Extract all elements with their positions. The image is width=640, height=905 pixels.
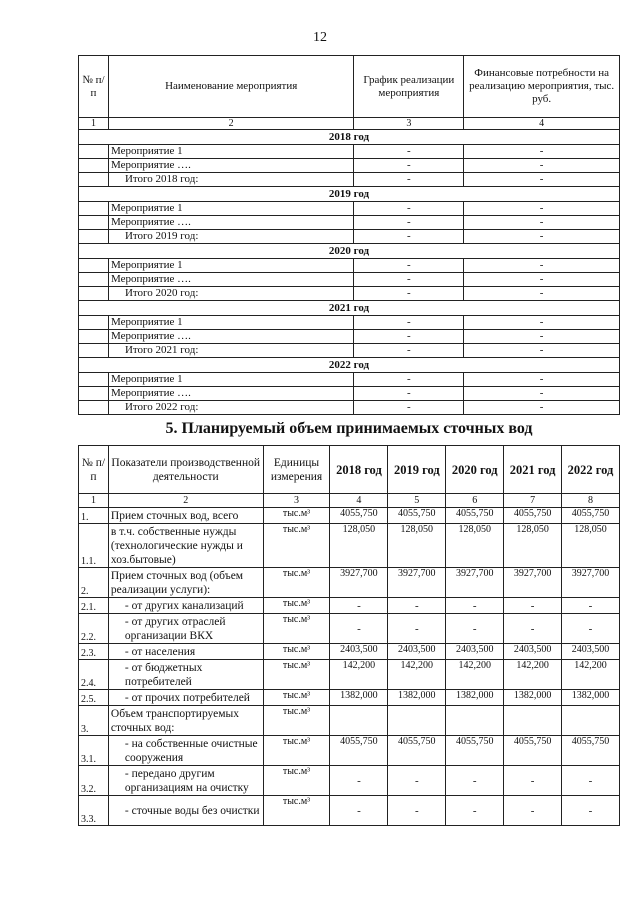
row-number xyxy=(79,159,109,173)
year-heading: 2022 год xyxy=(79,358,620,373)
unit: тыс.м³ xyxy=(263,766,330,796)
table-row xyxy=(79,159,620,173)
value-cell: - xyxy=(562,614,620,644)
row-number xyxy=(79,330,109,344)
table-row xyxy=(79,344,620,358)
year-header-cell: 2019 год xyxy=(388,446,446,494)
column-number: 2 xyxy=(108,118,353,130)
value-cell: 1382,000 xyxy=(446,690,504,706)
value-cell: 4055,750 xyxy=(446,736,504,766)
value-cell: 142,200 xyxy=(504,660,562,690)
value-cell: 1382,000 xyxy=(562,690,620,706)
value-cell xyxy=(446,706,504,736)
value-cell: 3927,700 xyxy=(388,568,446,598)
table-row xyxy=(79,568,620,598)
event-name: Итого 2018 год: xyxy=(108,173,353,187)
unit: тыс.м³ xyxy=(263,524,330,568)
row-number: 2.4. xyxy=(79,660,109,690)
column-number: 2 xyxy=(108,494,263,508)
row-number xyxy=(79,259,109,273)
value-cell: - xyxy=(562,766,620,796)
value-cell: - xyxy=(330,614,388,644)
table-row xyxy=(79,230,620,244)
row-number xyxy=(79,373,109,387)
year-heading: 2018 год xyxy=(79,130,620,145)
value-cell: 3927,700 xyxy=(562,568,620,598)
schedule-value: - xyxy=(354,373,464,387)
indicator-name: - от других канализаций xyxy=(108,598,263,614)
table-row xyxy=(79,216,620,230)
event-name: Мероприятие …. xyxy=(108,159,353,173)
indicator-name: Прием сточных вод, всего xyxy=(108,508,263,524)
unit: тыс.м³ xyxy=(263,660,330,690)
value-cell: - xyxy=(446,614,504,644)
year-header-cell: 2020 год xyxy=(446,446,504,494)
value-cell: 2403,500 xyxy=(446,644,504,660)
event-name: Мероприятие 1 xyxy=(108,316,353,330)
table-row xyxy=(79,766,620,796)
schedule-value: - xyxy=(354,259,464,273)
year-row xyxy=(79,244,620,259)
header-cell: График реализации мероприятия xyxy=(354,56,464,118)
finance-value: - xyxy=(464,401,620,415)
schedule-value: - xyxy=(354,287,464,301)
schedule-value: - xyxy=(354,316,464,330)
value-cell: 128,050 xyxy=(504,524,562,568)
row-number xyxy=(79,230,109,244)
column-number-row xyxy=(79,118,620,130)
column-number: 3 xyxy=(354,118,464,130)
table-header-row xyxy=(79,56,620,118)
section-title: 5. Планируемый объем принимаемых сточных вод xyxy=(165,420,533,437)
indicator-name: - от прочих потребителей xyxy=(108,690,263,706)
unit: тыс.м³ xyxy=(263,614,330,644)
value-cell: - xyxy=(446,796,504,826)
header-cell: № п/п xyxy=(79,56,109,118)
row-number: 3.3. xyxy=(79,796,109,826)
column-number: 8 xyxy=(562,494,620,508)
value-cell: 2403,500 xyxy=(330,644,388,660)
table-row xyxy=(79,173,620,187)
year-row xyxy=(79,301,620,316)
finance-value: - xyxy=(464,344,620,358)
value-cell: - xyxy=(330,796,388,826)
value-cell: - xyxy=(330,766,388,796)
column-number: 1 xyxy=(79,118,109,130)
row-number: 3. xyxy=(79,706,109,736)
value-cell: 2403,500 xyxy=(504,644,562,660)
value-cell: - xyxy=(446,766,504,796)
value-cell: 1382,000 xyxy=(504,690,562,706)
finance-value: - xyxy=(464,287,620,301)
value-cell: - xyxy=(504,766,562,796)
value-cell: - xyxy=(330,598,388,614)
header-cell: Показатели производственной деятельности xyxy=(108,446,263,494)
schedule-value: - xyxy=(354,145,464,159)
finance-value: - xyxy=(464,387,620,401)
schedule-value: - xyxy=(354,273,464,287)
event-name: Мероприятие 1 xyxy=(108,259,353,273)
year-header-cell: 2022 год xyxy=(562,446,620,494)
value-cell: 4055,750 xyxy=(504,508,562,524)
finance-value: - xyxy=(464,273,620,287)
schedule-value: - xyxy=(354,230,464,244)
value-cell: 2403,500 xyxy=(388,644,446,660)
unit: тыс.м³ xyxy=(263,690,330,706)
unit: тыс.м³ xyxy=(263,508,330,524)
column-number: 4 xyxy=(330,494,388,508)
value-cell: 142,200 xyxy=(330,660,388,690)
event-name: Итого 2020 год: xyxy=(108,287,353,301)
year-header-cell: 2021 год xyxy=(504,446,562,494)
table-row xyxy=(79,287,620,301)
column-number: 1 xyxy=(79,494,109,508)
schedule-value: - xyxy=(354,330,464,344)
table-row xyxy=(79,273,620,287)
value-cell: - xyxy=(504,614,562,644)
year-header-cell: 2018 год xyxy=(330,446,388,494)
indicator-name: - от населения xyxy=(108,644,263,660)
finance-value: - xyxy=(464,373,620,387)
value-cell: 128,050 xyxy=(446,524,504,568)
indicator-name: - передано другим организациям на очистку xyxy=(108,766,263,796)
row-number xyxy=(79,173,109,187)
value-cell: - xyxy=(446,598,504,614)
value-cell: 4055,750 xyxy=(562,736,620,766)
row-number: 3.1. xyxy=(79,736,109,766)
year-heading: 2019 год xyxy=(79,187,620,202)
value-cell xyxy=(388,706,446,736)
table-header-row xyxy=(79,446,620,494)
value-cell: - xyxy=(388,796,446,826)
value-cell: - xyxy=(504,796,562,826)
event-name: Мероприятие …. xyxy=(108,216,353,230)
value-cell: 4055,750 xyxy=(504,736,562,766)
indicator-name: - сточные воды без очистки xyxy=(108,796,263,826)
row-number xyxy=(79,344,109,358)
row-number: 2.3. xyxy=(79,644,109,660)
value-cell: 3927,700 xyxy=(504,568,562,598)
finance-value: - xyxy=(464,173,620,187)
row-number xyxy=(79,145,109,159)
table-row xyxy=(79,736,620,766)
event-name: Итого 2022 год: xyxy=(108,401,353,415)
schedule-value: - xyxy=(354,387,464,401)
unit: тыс.м³ xyxy=(263,598,330,614)
value-cell: - xyxy=(388,614,446,644)
column-number: 3 xyxy=(263,494,330,508)
value-cell xyxy=(504,706,562,736)
row-number xyxy=(79,387,109,401)
row-number xyxy=(79,273,109,287)
row-number: 3.2. xyxy=(79,766,109,796)
unit: тыс.м³ xyxy=(263,644,330,660)
value-cell: 142,200 xyxy=(562,660,620,690)
event-name: Мероприятие 1 xyxy=(108,145,353,159)
table-row xyxy=(79,796,620,826)
finance-value: - xyxy=(464,230,620,244)
unit: тыс.м³ xyxy=(263,736,330,766)
event-name: Мероприятие …. xyxy=(108,387,353,401)
value-cell: 4055,750 xyxy=(562,508,620,524)
table-row xyxy=(79,330,620,344)
header-cell: Единицы измерения xyxy=(263,446,330,494)
value-cell: 4055,750 xyxy=(446,508,504,524)
unit: тыс.м³ xyxy=(263,568,330,598)
row-number: 1.1. xyxy=(79,524,109,568)
schedule-value: - xyxy=(354,401,464,415)
value-cell: 142,200 xyxy=(446,660,504,690)
event-name: Мероприятие …. xyxy=(108,330,353,344)
column-number: 7 xyxy=(504,494,562,508)
row-number xyxy=(79,202,109,216)
value-cell: 1382,000 xyxy=(388,690,446,706)
row-number xyxy=(79,316,109,330)
table-row xyxy=(79,644,620,660)
value-cell: 4055,750 xyxy=(388,736,446,766)
value-cell: 4055,750 xyxy=(388,508,446,524)
schedule-value: - xyxy=(354,159,464,173)
schedule-value: - xyxy=(354,344,464,358)
table-row xyxy=(79,614,620,644)
finance-value: - xyxy=(464,330,620,344)
unit: тыс.м³ xyxy=(263,796,330,826)
year-heading: 2021 год xyxy=(79,301,620,316)
table-row xyxy=(79,508,620,524)
year-row xyxy=(79,187,620,202)
year-heading: 2020 год xyxy=(79,244,620,259)
value-cell: 128,050 xyxy=(388,524,446,568)
column-number: 4 xyxy=(464,118,620,130)
value-cell: 4055,750 xyxy=(330,508,388,524)
table-row xyxy=(79,401,620,415)
table-row xyxy=(79,373,620,387)
column-number: 6 xyxy=(446,494,504,508)
row-number: 2.5. xyxy=(79,690,109,706)
finance-value: - xyxy=(464,202,620,216)
indicator-name: Объем транспортируемых сточных вод: xyxy=(108,706,263,736)
event-name: Итого 2021 год: xyxy=(108,344,353,358)
value-cell: - xyxy=(504,598,562,614)
events-schedule-table xyxy=(78,55,620,415)
unit: тыс.м³ xyxy=(263,706,330,736)
column-number: 5 xyxy=(388,494,446,508)
header-cell: № п/п xyxy=(79,446,109,494)
schedule-value: - xyxy=(354,173,464,187)
indicator-name: - от других отраслей организации ВКХ xyxy=(108,614,263,644)
event-name: Мероприятие …. xyxy=(108,273,353,287)
value-cell: 4055,750 xyxy=(330,736,388,766)
indicator-name: - от бюджетных потребителей xyxy=(108,660,263,690)
finance-value: - xyxy=(464,159,620,173)
table-row xyxy=(79,145,620,159)
value-cell xyxy=(562,706,620,736)
year-row xyxy=(79,358,620,373)
value-cell: 1382,000 xyxy=(330,690,388,706)
header-cell: Финансовые потребности на реализацию мероприятия, тыс. руб. xyxy=(464,56,620,118)
row-number: 2.2. xyxy=(79,614,109,644)
event-name: Мероприятие 1 xyxy=(108,373,353,387)
year-row xyxy=(79,130,620,145)
value-cell: - xyxy=(388,766,446,796)
finance-value: - xyxy=(464,145,620,159)
finance-value: - xyxy=(464,259,620,273)
value-cell: 128,050 xyxy=(562,524,620,568)
table-row xyxy=(79,690,620,706)
value-cell: - xyxy=(562,598,620,614)
page-number: 12 xyxy=(313,30,327,45)
value-cell: 142,200 xyxy=(388,660,446,690)
row-number xyxy=(79,216,109,230)
wastewater-volume-table xyxy=(78,445,620,826)
schedule-value: - xyxy=(354,202,464,216)
table-row xyxy=(79,316,620,330)
column-number-row xyxy=(79,494,620,508)
value-cell: 128,050 xyxy=(330,524,388,568)
table-row xyxy=(79,524,620,568)
finance-value: - xyxy=(464,316,620,330)
table-row xyxy=(79,387,620,401)
schedule-value: - xyxy=(354,216,464,230)
table-row xyxy=(79,660,620,690)
value-cell xyxy=(330,706,388,736)
event-name: Итого 2019 год: xyxy=(108,230,353,244)
indicator-name: - на собственные очистные сооружения xyxy=(108,736,263,766)
event-name: Мероприятие 1 xyxy=(108,202,353,216)
value-cell: - xyxy=(388,598,446,614)
table-row xyxy=(79,598,620,614)
row-number xyxy=(79,401,109,415)
indicator-name: Прием сточных вод (объем реализации услуги): xyxy=(108,568,263,598)
finance-value: - xyxy=(464,216,620,230)
row-number: 1. xyxy=(79,508,109,524)
value-cell: 3927,700 xyxy=(446,568,504,598)
row-number: 2.1. xyxy=(79,598,109,614)
table-row xyxy=(79,202,620,216)
value-cell: 2403,500 xyxy=(562,644,620,660)
row-number: 2. xyxy=(79,568,109,598)
table-row xyxy=(79,706,620,736)
row-number xyxy=(79,287,109,301)
indicator-name: в т.ч. собственные нужды (технологические нужды и хоз.бытовые) xyxy=(108,524,263,568)
value-cell: - xyxy=(562,796,620,826)
header-cell: Наименование мероприятия xyxy=(108,56,353,118)
value-cell: 3927,700 xyxy=(330,568,388,598)
table-row xyxy=(79,259,620,273)
